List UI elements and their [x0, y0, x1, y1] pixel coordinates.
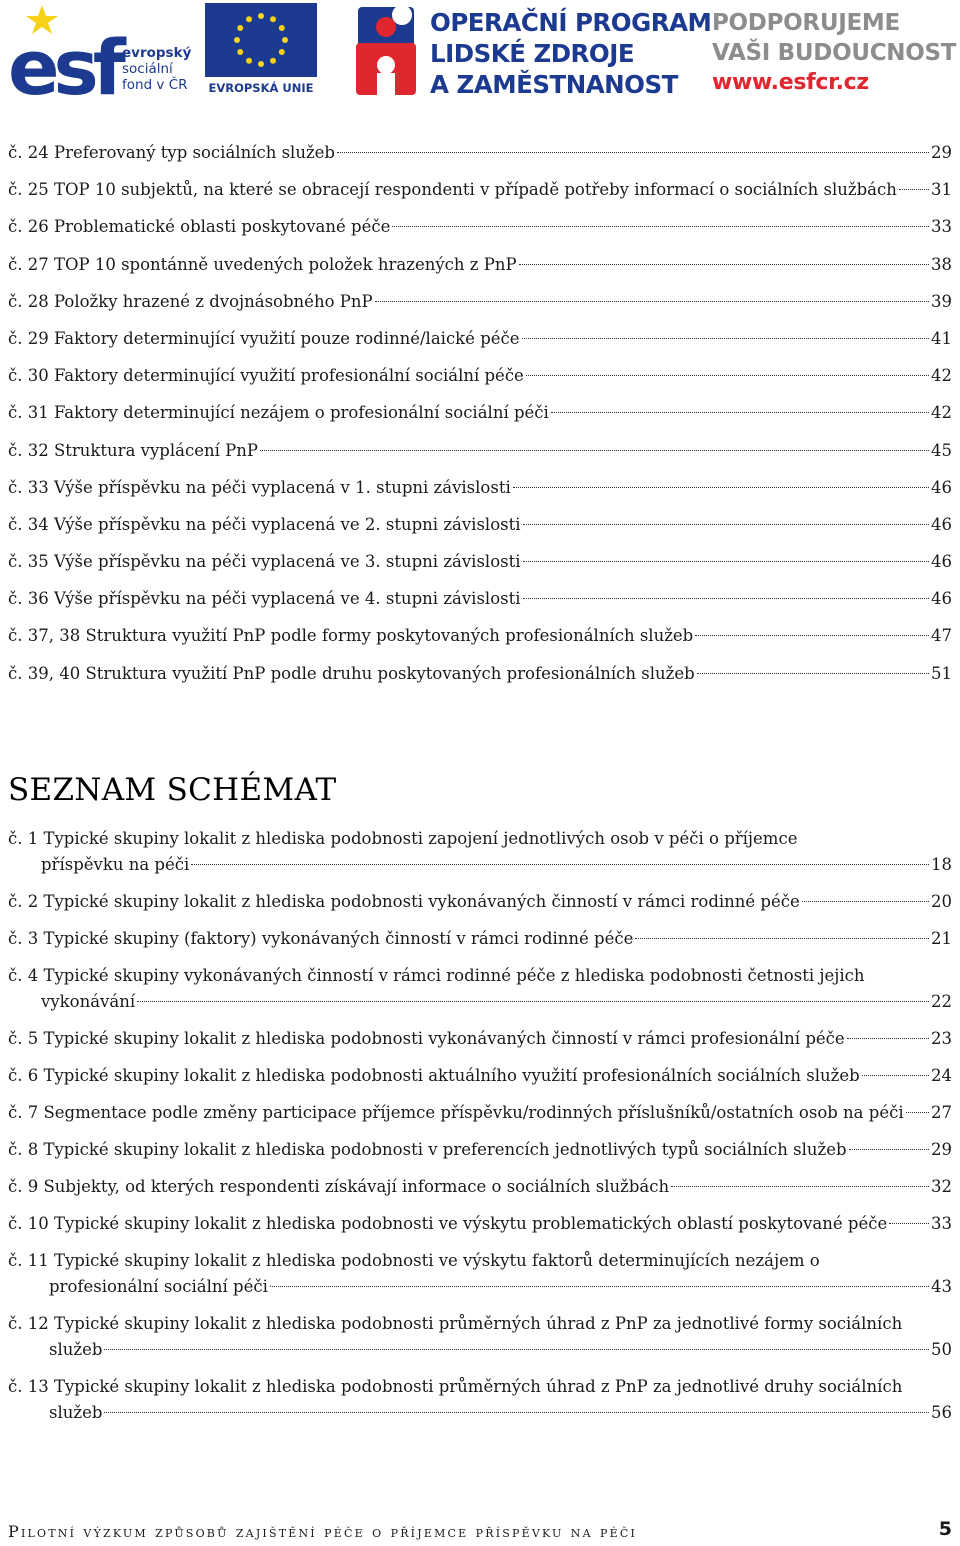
schema-entry-page: 21 — [931, 929, 952, 948]
toc-entry[interactable] — [8, 661, 952, 698]
toc-entry-label: č. 34 Výše příspěvku na péči vyplacená ve 2. stupni závislosti — [8, 514, 521, 534]
schema-entry[interactable] — [8, 963, 952, 1015]
schema-entry-label: č. 7 Segmentace podle změny participace příjemce příspěvku/rodinných příslušníků/ostatních osob na péči — [8, 1103, 904, 1122]
op-lzz-text — [430, 7, 711, 100]
toc-entry-label: č. 28 Položky hrazené z dvojnásobného PnP — [8, 291, 373, 311]
schema-entry-page: 18 — [931, 855, 952, 874]
toc-entry-label: č. 33 Výše příspěvku na péči vyplacená v 1. stupni závislosti — [8, 477, 511, 497]
toc-entry[interactable] — [8, 177, 952, 214]
schema-entry-label-line1: č. 4 Typické skupiny vykonávaných činností v rámci rodinné péče z hlediska podobnosti četnosti jejich — [8, 966, 865, 985]
toc-leader-dots — [523, 524, 930, 525]
toc-entry-page: 42 — [931, 403, 952, 423]
toc-leader-dots — [519, 264, 929, 265]
schema-entry-label: č. 2 Typické skupiny lokalit z hlediska podobnosti vykonávaných činností v rámci rodinné péče — [8, 892, 800, 911]
eu-flag-icon — [205, 3, 317, 77]
toc-entry-page: 45 — [931, 440, 952, 460]
toc-entry[interactable] — [8, 623, 952, 660]
toc-entry-label: č. 35 Výše příspěvku na péči vyplacená ve 3. stupni závislosti — [8, 552, 521, 572]
schema-entry-page: 32 — [931, 1177, 952, 1196]
toc-leader-dots — [847, 1038, 929, 1039]
op-line3: A ZAMĚSTNANOST — [430, 70, 678, 99]
toc-leader-dots — [862, 1075, 929, 1076]
eu-caption: EVROPSKÁ UNIE — [208, 81, 314, 95]
toc-entry-page: 38 — [931, 254, 952, 274]
eu-star-icon — [258, 61, 264, 67]
toc-leader-dots — [522, 338, 929, 339]
toc-entry[interactable] — [8, 586, 952, 623]
schema-entry[interactable] — [8, 1311, 952, 1363]
toc-entry[interactable] — [8, 252, 952, 289]
toc-entry-page: 51 — [931, 663, 952, 683]
schema-entry[interactable] — [8, 1374, 952, 1426]
toc-leader-dots — [889, 1223, 929, 1224]
toc-entry-label: č. 39, 40 Struktura využití PnP podle druhu poskytovaných profesionálních služeb — [8, 663, 695, 683]
eu-star-icon — [246, 58, 252, 64]
toc-entry-label: č. 37, 38 Struktura využití PnP podle formy poskytovaných profesionálních služeb — [8, 626, 694, 646]
toc-leader-dots — [523, 598, 930, 599]
schema-entry[interactable] — [8, 1100, 952, 1126]
schema-entry[interactable] — [8, 826, 952, 878]
eu-star-icon — [237, 49, 243, 55]
toc-leader-dots — [635, 938, 929, 939]
toc-entry-page: 33 — [931, 217, 952, 237]
toc-entry-page: 46 — [931, 552, 952, 572]
toc-leader-dots — [802, 901, 929, 902]
page-footer — [8, 1516, 952, 1546]
toc-entry-label: č. 36 Výše příspěvku na péči vyplacená ve 4. stupni závislosti — [8, 589, 521, 609]
eu-star-icon — [270, 58, 276, 64]
slogan-block — [712, 8, 957, 98]
schema-entry-label: služeb — [49, 1340, 103, 1359]
toc-entry-label: č. 32 Struktura vyplácení PnP — [8, 440, 258, 460]
slogan-url[interactable]: www.esfcr.cz — [712, 70, 869, 95]
eu-star-icon — [279, 49, 285, 55]
schema-entry[interactable] — [8, 926, 952, 952]
schema-entry-label: č. 6 Typické skupiny lokalit z hlediska podobnosti aktuálního využití profesionálních sociálních služeb — [8, 1066, 860, 1085]
toc-entry[interactable] — [8, 475, 952, 512]
eu-star-icon — [237, 25, 243, 31]
toc-entry-label: č. 26 Problematické oblasti poskytované péče — [8, 217, 391, 237]
toc-entry-page: 39 — [931, 291, 952, 311]
toc-leader-dots — [260, 450, 929, 451]
slogan-line2: VAŠI BUDOUCNOST — [712, 40, 957, 66]
toc-entry[interactable] — [8, 326, 952, 363]
eu-flag-logo — [205, 3, 317, 98]
schema-entry[interactable] — [8, 1137, 952, 1163]
toc-entry-label: č. 24 Preferovaný typ sociálních služeb — [8, 143, 335, 162]
toc-leader-dots — [523, 561, 930, 562]
toc-leader-dots — [191, 864, 929, 865]
toc-entry-page: 46 — [931, 589, 952, 609]
toc-leader-dots — [695, 635, 929, 636]
toc-list — [8, 140, 952, 698]
schema-entry[interactable] — [8, 1174, 952, 1200]
toc-entry[interactable] — [8, 438, 952, 475]
toc-leader-dots — [337, 152, 929, 153]
toc-entry-label: č. 25 TOP 10 subjektů, na které se obracejí respondenti v případě potřeby informací o sociálních službách — [8, 180, 897, 200]
toc-leader-dots — [375, 301, 929, 302]
schema-entry-label: příspěvku na péči — [41, 855, 190, 874]
footer-title: Pilotní výzkum způsobů zajištění péče o příjemce příspěvku na péči — [8, 1522, 638, 1541]
schema-entry-label-line1: č. 12 Typické skupiny lokalit z hlediska podobnosti průměrných úhrad z PnP za jednotlivé formy sociálních — [8, 1314, 903, 1333]
esf-caption — [122, 45, 191, 93]
puzzle-people-icon — [352, 3, 424, 98]
esf-caption-line2: sociální — [122, 61, 173, 77]
schema-entry[interactable] — [8, 1248, 952, 1300]
schema-entry-label: č. 3 Typické skupiny (faktory) vykonávaných činností v rámci rodinné péče — [8, 929, 634, 948]
toc-leader-dots — [137, 1001, 929, 1002]
toc-entry-page: 47 — [931, 626, 952, 646]
esf-caption-line1: evropský — [122, 45, 192, 61]
schema-entry[interactable] — [8, 1063, 952, 1089]
toc-entry-label: č. 30 Faktory determinující využití profesionální sociální péče — [8, 366, 524, 386]
toc-leader-dots — [526, 375, 929, 376]
slogan-line1: PODPORUJEME — [712, 10, 900, 36]
schema-entry-page: 24 — [931, 1066, 952, 1085]
toc-leader-dots — [671, 1186, 929, 1187]
toc-entry-label: č. 27 TOP 10 spontánně uvedených položek hrazených z PnP — [8, 254, 517, 274]
op-lzz-logo — [352, 3, 712, 99]
schema-entry-page: 33 — [931, 1214, 952, 1233]
toc-leader-dots — [849, 1149, 929, 1150]
schema-entry[interactable] — [8, 1026, 952, 1052]
toc-leader-dots — [270, 1286, 929, 1287]
toc-leader-dots — [513, 487, 929, 488]
toc-entry-page: 41 — [931, 328, 952, 348]
toc-entry-page: 29 — [931, 143, 952, 162]
esf-logo — [6, 3, 196, 98]
schema-entry-page: 50 — [931, 1340, 952, 1359]
eu-star-icon — [270, 16, 276, 22]
toc-entry-page: 42 — [931, 366, 952, 386]
toc-leader-dots — [392, 226, 929, 227]
toc-entry-label: č. 29 Faktory determinující využití pouze rodinné/laické péče — [8, 328, 520, 348]
toc-leader-dots — [104, 1349, 929, 1350]
toc-leader-dots — [104, 1412, 929, 1413]
toc-entry-page: 46 — [931, 514, 952, 534]
schema-entry[interactable] — [8, 889, 952, 915]
toc-entry[interactable] — [8, 289, 952, 326]
toc-entry[interactable] — [8, 400, 952, 437]
schema-entry-page: 43 — [931, 1277, 952, 1296]
schema-entry-page: 27 — [931, 1103, 952, 1122]
schema-entry-label: profesionální sociální péči — [49, 1277, 268, 1296]
schema-entry-label: č. 10 Typické skupiny lokalit z hlediska podobnosti ve výskytu problematických oblastí poskytované péče — [8, 1214, 888, 1233]
schema-entry-label: č. 5 Typické skupiny lokalit z hlediska podobnosti vykonávaných činností v rámci profesionální péče — [8, 1029, 845, 1048]
schema-entry-page: 22 — [931, 992, 952, 1011]
schema-entry[interactable] — [8, 1211, 952, 1237]
page-header — [0, 0, 960, 104]
schema-entry-label-line1: č. 1 Typické skupiny lokalit z hlediska podobnosti zapojení jednotlivých osob v péči o příjemce — [8, 829, 798, 848]
toc-entry[interactable] — [8, 512, 952, 549]
schema-entry-page: 29 — [931, 1140, 952, 1159]
schema-entry-label: č. 8 Typické skupiny lokalit z hlediska podobnosti v preferencích jednotlivých typů sociálních služeb — [8, 1140, 847, 1159]
schema-entry-label-line1: č. 11 Typické skupiny lokalit z hlediska podobnosti ve výskytu faktorů determinujících nezájem o — [8, 1251, 820, 1270]
toc-entry-page: 46 — [931, 477, 952, 497]
eu-star-icon — [246, 16, 252, 22]
toc-leader-dots — [697, 673, 929, 674]
schema-entry-label: vykonávání — [41, 992, 136, 1011]
schema-entry-page: 20 — [931, 892, 952, 911]
page-number: 5 — [938, 1518, 952, 1540]
esf-wordmark: esf — [8, 23, 120, 98]
toc-entry[interactable] — [8, 363, 952, 400]
schema-entry-label-line1: č. 13 Typické skupiny lokalit z hlediska podobnosti průměrných úhrad z PnP za jednotlivé druhy sociálních — [8, 1377, 903, 1396]
op-line1: OPERAČNÍ PROGRAM — [430, 8, 712, 37]
section-title: SEZNAM SCHÉMAT — [8, 772, 337, 808]
toc-entry[interactable] — [8, 214, 952, 251]
toc-entry-page: 31 — [931, 180, 952, 200]
schema-entry-label: služeb — [49, 1403, 103, 1422]
schema-entry-page: 56 — [931, 1403, 952, 1422]
schema-entry-label: č. 9 Subjekty, od kterých respondenti získávají informace o sociálních službách — [8, 1177, 670, 1196]
schema-entry-page: 23 — [931, 1029, 952, 1048]
toc-entry[interactable] — [8, 549, 952, 586]
eu-star-icon — [279, 25, 285, 31]
op-line2: LIDSKÉ ZDROJE — [430, 39, 635, 68]
toc-entry-label: č. 31 Faktory determinující nezájem o profesionální sociální péči — [8, 403, 549, 423]
eu-star-icon — [234, 37, 240, 43]
eu-star-icon — [258, 13, 264, 19]
toc-entry[interactable] — [8, 140, 952, 177]
eu-star-icon — [282, 37, 288, 43]
esf-caption-line3: fond v ČR — [122, 77, 188, 93]
toc-leader-dots — [551, 412, 929, 413]
toc-leader-dots — [906, 1112, 929, 1113]
toc-leader-dots — [899, 189, 929, 190]
